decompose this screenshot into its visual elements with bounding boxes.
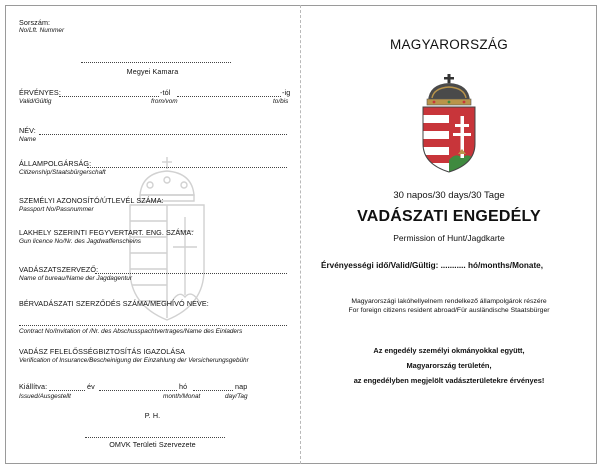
day-label: nap	[235, 382, 248, 391]
duration-label: 30 napos/30 days/30 Tage	[393, 190, 505, 201]
valid-sub: Valid/Gültig	[19, 98, 52, 105]
name-sub: Name	[19, 136, 37, 143]
country-title: MAGYARORSZÁG	[389, 37, 509, 52]
organizer-line[interactable]	[95, 273, 287, 274]
validity-to: -ig	[282, 88, 291, 97]
contract-label: BÉRVADÁSZATI SZERZŐDÉS SZÁMA/MEGHÍVÓ NEVE:	[19, 299, 209, 308]
insurance-sub: Verification of Insurance/Bescheinigung der Einzahlung der Versicherungsgebühr	[19, 357, 249, 364]
notice-line-3: az engedélyben megjelölt vadászterületekre érvényes!	[353, 376, 545, 385]
notice-line-1: Az engedély személyi okmányokkal együtt,	[373, 346, 525, 355]
insurance-label: VADÁSZ FELELŐSSÉGBIZTOSÍTÁS IGAZOLÁSA	[19, 347, 185, 356]
serial-label: Sorszám:	[19, 18, 51, 27]
validity-from: -tól	[160, 88, 171, 97]
organizer-label: VADÁSZATSZERVEZŐ:	[19, 265, 99, 274]
year-label: év	[87, 382, 95, 391]
validity-period: Érvényességi idő/Valid/Gültig: ........... hó/months/Monate,	[321, 261, 544, 270]
month-label: hó	[179, 382, 188, 391]
gun-licence-sub: Gun licence No/Nr. des Jagdwaffenscheins	[19, 238, 141, 245]
contract-sub: Contract No/Invitation of /Nr. des Abschusspachtvertrages/Name des Einladers	[19, 328, 243, 335]
organizer-sub: Name of bureau/Name der Jagdagentur	[19, 275, 132, 282]
contract-line[interactable]	[19, 325, 287, 326]
to-sub: to/bis	[273, 98, 289, 105]
notice-line-2: Magyarország területén,	[406, 361, 492, 370]
passport-sub: Passport No/Passnummer	[19, 206, 94, 213]
issued-label: Kiállítva:	[19, 382, 48, 391]
condition-line-1: Magyarországi lakóhellyelnem rendelkező állampolgárok részére	[351, 298, 547, 305]
left-page	[5, 5, 300, 464]
issued-sub: Issued/Ausgestellt	[19, 393, 71, 400]
serial-sub: No/Lft. Nummer	[19, 27, 65, 34]
gun-licence-label: LAKHELY SZERINTI FEGYVERTART. ENG. SZÁMA:	[19, 228, 194, 237]
month-sub: month/Monat	[163, 393, 201, 400]
validity-label: ÉRVÉNYES:	[19, 88, 61, 97]
right-page	[301, 5, 597, 464]
condition-line-2: For foreign citizens resident abroad/Für ausländische Staatsbürger	[348, 307, 550, 314]
year-line[interactable]	[99, 390, 177, 391]
month-line[interactable]	[193, 390, 233, 391]
citizenship-label: ÁLLAMPOLGÁRSÁG:	[19, 159, 92, 168]
chamber-label: Megyei Kamara	[126, 67, 179, 76]
citizenship-line[interactable]	[87, 167, 287, 168]
passport-label: SZEMÉLYI AZONOSÍTÓ/ÚTLEVÉL SZÁMA:	[19, 196, 164, 205]
name-line[interactable]	[39, 134, 287, 135]
citizenship-sub: Citizenship/Staatsbürgerschaft	[19, 169, 106, 176]
permit-title: VADÁSZATI ENGEDÉLY	[357, 208, 541, 225]
ph-label: P. H.	[144, 411, 161, 420]
permission-subtitle: Permission of Hunt/Jagdkarte	[393, 233, 505, 243]
coat-of-arms-icon	[420, 74, 478, 174]
omvk-label: OMVK Területi Szervezete	[109, 440, 196, 449]
issued-place-line[interactable]	[49, 390, 85, 391]
validity-to-line[interactable]	[177, 96, 281, 97]
validity-from-line[interactable]	[59, 96, 159, 97]
from-sub: from/vom	[151, 98, 178, 105]
name-label: NÉV:	[19, 126, 36, 135]
chamber-line[interactable]	[81, 62, 231, 63]
day-sub: day/Tag	[225, 393, 248, 400]
signature-line[interactable]	[85, 437, 225, 438]
